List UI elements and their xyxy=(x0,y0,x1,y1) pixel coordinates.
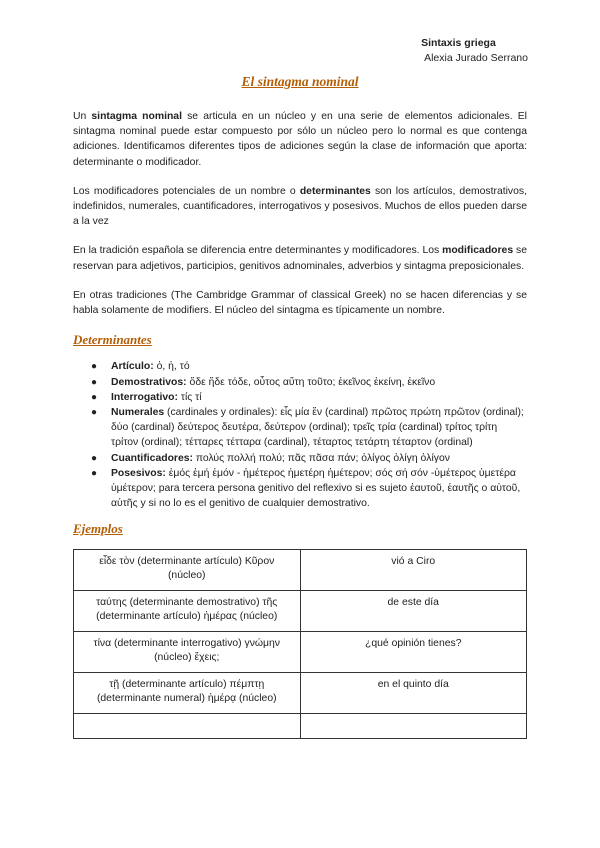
table-cell-greek: τίνα (determinante interrogativo) γνώμην (núcleo) ἔχεις; xyxy=(74,631,301,672)
table-cell-spanish: de este día xyxy=(300,590,527,631)
bullet-icon: ● xyxy=(91,407,98,419)
examples-table xyxy=(73,549,527,739)
bullet-icon: ● xyxy=(91,391,98,403)
term-sintagma-nominal: sintagma nominal xyxy=(91,111,182,122)
bullet-icon: ● xyxy=(91,376,98,388)
list-item: ● Artículo: ὁ, ἡ, τό xyxy=(111,359,527,374)
section-heading-determinantes: Determinantes xyxy=(73,332,152,348)
list-item: ● Interrogativo: τίς τί xyxy=(111,390,527,405)
header-author: Alexia Jurado Serrano xyxy=(424,52,528,64)
table-cell-spanish: en el quinto día xyxy=(300,672,527,713)
paragraph-1: Un sintagma nominal se articula en un núcleo y en una serie de elementos adicionales. El sintagma nominal puede estar compuesto por sólo un núcleo pero lo normal es que contenga adiciones. Identificamos diferentes tipos de adiciones según la clase de información que aporta: determinante o modificador. xyxy=(73,111,527,168)
table-cell-greek xyxy=(74,713,301,738)
section-heading-ejemplos: Ejemplos xyxy=(73,521,123,537)
table-cell-greek: τῇ (determinante artículo) πέμπτῃ (determinante numeral) ἡμέρᾳ (núcleo) xyxy=(74,672,301,713)
table-cell-spanish: ¿qué opinión tienes? xyxy=(300,631,527,672)
bullet-icon: ● xyxy=(91,361,98,373)
page-header xyxy=(421,36,528,66)
list-item: ● Demostrativos: ὅδε ἥδε τόδε, οὗτος αὕτη τοῦτο; ἐκεῖνος ἐκείνη, ἐκεῖνο xyxy=(111,375,527,390)
bullet-icon: ● xyxy=(91,467,98,479)
paragraph-4: En otras tradiciones (The Cambridge Grammar of classical Greek) no se hacen diferencias y se habla solamente de modifiers. El núcleo del sintagma es típicamente un nombre. xyxy=(73,289,527,317)
list-item: ● Cuantificadores: πολύς πολλή πολύ; πᾶς πᾶσα πάν; ὀλίγος ὀλίγη ὀλίγον xyxy=(111,451,527,466)
paragraph-2: Los modificadores potenciales de un nombre o determinantes son los artículos, demostrativos, indefinidos, numerales, cuantificadores, interrogativos y posesivos. Muchos de ellos pueden darse a la vez xyxy=(73,185,527,228)
document-title: El sintagma nominal xyxy=(241,74,359,89)
paragraph-3: En la tradición española se diferencia entre determinantes y modificadores. Los modificadores se reservan para adjetivos, participios, genitivos adnominales, adverbios y sintagma preposicionales. xyxy=(73,245,527,272)
table-cell-greek: ταύτης (determinante demostrativo) τῆς (determinante artículo) ἡμέρας (núcleo) xyxy=(74,590,301,631)
table-cell-spanish xyxy=(300,713,527,738)
table-row xyxy=(74,672,527,713)
list-item: ● Numerales (cardinales y ordinales): εἷς μία ἕν (cardinal) πρῶτος πρώτη πρῶτον (ordinal); δύο (cardinal) δεύτερος δευτέρα, δεύτερον (ordinal); τρεῖς τρία (cardinal) τρίτος τρίτη τρίτον (ordinal); τέτταρες τέτταρα (cardinal), τέταρτος τετάρτη τέταρτον (ordinal) xyxy=(91,407,524,449)
table-cell-greek: εἶδε τὸν (determinante artículo) Κῦρον (núcleo) xyxy=(74,549,301,590)
list-item: ● Posesivos: ἐμός ἐμή ἐμόν - ἡμέτερος ἡμετέρη ἡμέτερον; σός σή σόν -ὑμέτερος ὑμετέρα ὑμέτερον; para tercera persona genitivo del reflexivo si es sujeto ἑαυτοῦ, ἑαυτῆς ο αὑτοῦ, αὑτῆς y si no lo es el genitivo de cualquier demostrativo. xyxy=(91,467,521,510)
bullet-icon: ● xyxy=(91,452,98,464)
header-title: Sintaxis griega xyxy=(421,37,496,49)
term-modificadores: modificadores xyxy=(442,245,514,257)
determinantes-list xyxy=(73,359,527,511)
table-cell-spanish: vió a Ciro xyxy=(300,549,527,590)
table-row-empty xyxy=(74,713,527,738)
term-determinantes: determinantes xyxy=(299,185,371,197)
table-row xyxy=(74,590,527,631)
document-body xyxy=(73,109,527,739)
table-row xyxy=(74,549,527,590)
table-row xyxy=(74,631,527,672)
